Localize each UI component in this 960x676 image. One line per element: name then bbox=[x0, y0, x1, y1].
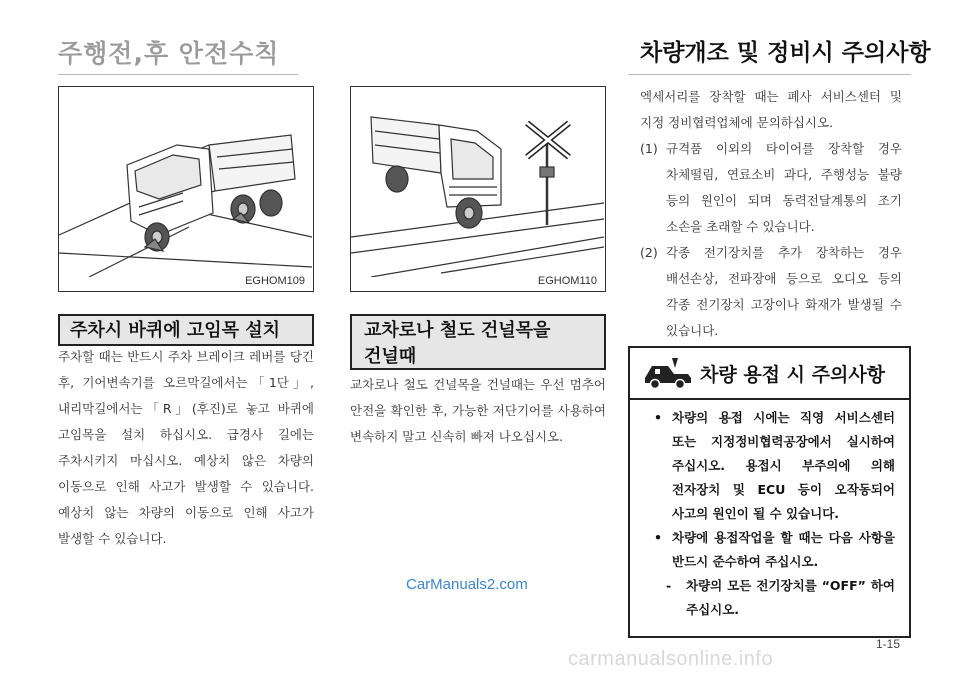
vehicle-warning-icon bbox=[642, 356, 694, 390]
truck-on-incline-with-wheel-chocks-illustration bbox=[59, 87, 312, 277]
figure-railroad-truck bbox=[350, 86, 606, 292]
section-body-railroad: 교차로나 철도 건널목을 건널때는 우선 멈추어 안전을 확인한 후, 가능한 저단기어를 사용하여 변속하지 말고 신속히 빠져 나오십시오. bbox=[350, 377, 606, 444]
list-text: 각종 전기장치를 추가 장착하는 경우 배선손상, 전파장애 등으로 오디오 등의 각종 전기장치 고장이나 화재가 발생될 수 있습니다. bbox=[666, 245, 902, 338]
right-page-title: 차량개조 및 정비시 주의사항 bbox=[640, 40, 931, 66]
modify-item-2 bbox=[640, 240, 902, 344]
modify-intro: 엑세서리를 장착할 때는 폐사 서비스센터 및 지정 정비협력업체에 문의하십시오. bbox=[640, 89, 902, 130]
section-title-box-parking bbox=[58, 314, 314, 346]
list-text: 규격품 이외의 타이어를 장착할 경우 차체떨림, 연료소비 과다, 주행성능 불량 등의 원인이 되며 동력전달계통의 조기 소손을 초래할 수 있습니다. bbox=[666, 141, 902, 234]
section-title-railroad-line2: 건널때 bbox=[364, 346, 417, 367]
section-body-parking: 주차할 때는 반드시 주차 브레이크 레버를 당긴 후, 기어변속기를 오르막길에서는「1단」, 내리막길에서는「R」(후진)로 놓고 바퀴에 고임목을 설치 하십시오. 급경사 길에는 주차시키지 마십시오. 예상치 않은 차량의 이동으로 인해 사고가 발생할 수 있습니다. 예상치 않는 차량의 이동으로 인해 사고가 발생할 수 있습니다. bbox=[58, 349, 314, 546]
section-modify bbox=[640, 84, 902, 344]
bullet-text: 차량의 용접 시에는 직영 서비스센터 또는 지정정비협력공장에서 실시하여 주십시오. 용접시 부주의에 의해 전자장치 및 ECU 등이 오작동되어 사고의 원인이 될 수 있습니다. bbox=[672, 410, 895, 521]
figure-parking-truck bbox=[58, 86, 314, 292]
warning-header bbox=[630, 348, 909, 400]
warning-sub-item bbox=[652, 574, 895, 622]
figure-code: EGHOM109 bbox=[245, 275, 305, 287]
list-number: (1) bbox=[640, 141, 658, 156]
bullet-dot: • bbox=[654, 410, 662, 425]
section-title-railroad-line1: 교차로나 철도 건널목을 bbox=[364, 320, 551, 341]
truck-at-railroad-crossing-illustration bbox=[351, 87, 604, 277]
bullet-dot: • bbox=[654, 530, 662, 545]
warning-bullet-1 bbox=[652, 406, 895, 526]
sub-text: 차량의 모든 전기장치를 “OFF” 하여 주십시오. bbox=[686, 578, 895, 617]
watermark-corner: carmanualsonline.info bbox=[568, 648, 774, 670]
section-title-box-railroad bbox=[350, 314, 606, 370]
warning-body bbox=[630, 400, 909, 622]
welding-warning-box bbox=[628, 346, 911, 638]
list-number: (2) bbox=[640, 245, 658, 260]
warning-bullet-2 bbox=[652, 526, 895, 574]
bullet-text: 차량에 용접작업을 할 때는 다음 사항을 반드시 준수하여 주십시오. bbox=[672, 530, 895, 569]
header-divider-right bbox=[628, 74, 911, 75]
left-page-title: 주행전,후 안전수칙 bbox=[58, 39, 280, 68]
watermark-link[interactable]: CarManuals2.com bbox=[406, 576, 528, 593]
header-divider-left bbox=[58, 74, 298, 75]
figure-code: EGHOM110 bbox=[537, 275, 597, 287]
modify-item-1 bbox=[640, 136, 902, 240]
section-title-parking: 주차시 바퀴에 고임목 설치 bbox=[70, 320, 281, 341]
warning-title: 차량 용접 시 주의사항 bbox=[700, 364, 886, 386]
page-number: 1-15 bbox=[875, 637, 900, 651]
sub-dash: - bbox=[666, 578, 672, 593]
